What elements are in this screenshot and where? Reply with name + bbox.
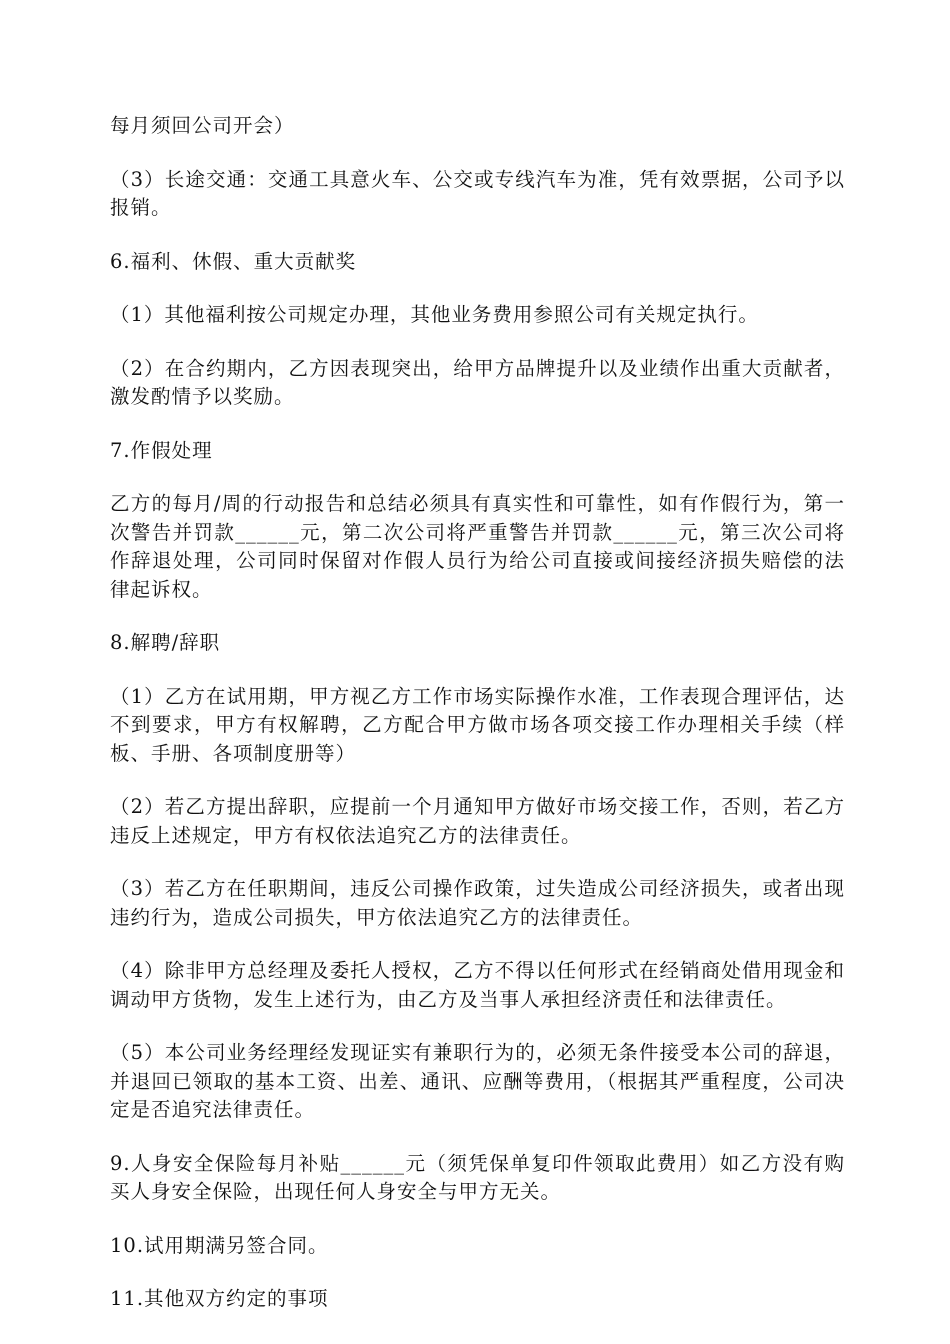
paragraph-dismissal-2: （2）若乙方提出辞职，应提前一个月通知甲方做好市场交接工作，否则，若乙方违反上述规定，甲方有权依法追究乙方的法律责任。: [110, 795, 845, 847]
section-probation: 10.试用期满另签合同。: [110, 1233, 329, 1257]
paragraph-dismissal-1: （1）乙方在试用期，甲方视乙方工作市场实际操作水准，工作表现合理评估，达不到要求，甲方有权解聘，乙方配合甲方做市场各项交接工作办理相关手续（样板、手册、各项制度册等）: [110, 684, 845, 765]
section-other-matters: 11.其他双方约定的事项: [110, 1287, 329, 1310]
section-insurance: 9.人身安全保险每月补贴______元（须凭保单复印件领取此费用）如乙方没有购买人身安全保险，出现任何人身安全与甲方无关。: [110, 1151, 845, 1203]
paragraph-falsification: 乙方的每月/周的行动报告和总结必须具有真实性和可靠性，如有作假行为，第一次警告并罚款______元，第二次公司将严重警告并罚款______元，第三次公司将作辞退处理，公司同时保留对作假人员行为给公司直接或间接经济损失赔偿的法律起诉权。: [110, 492, 845, 601]
paragraph-welfare-2: （2）在合约期内，乙方因表现突出，给甲方品牌提升以及业绩作出重大贡献者，激发酌情予以奖励。: [110, 356, 845, 408]
paragraph-dismissal-3: （3）若乙方在任职期间，违反公司操作政策，过失造成公司经济损失，或者出现违约行为，造成公司损失，甲方依法追究乙方的法律责任。: [110, 877, 845, 929]
paragraph-welfare-1: （1）其他福利按公司规定办理，其他业务费用参照公司有关规定执行。: [110, 303, 759, 326]
section-heading-welfare: 6.福利、休假、重大贡献奖: [110, 249, 357, 273]
paragraph-dismissal-4: （4）除非甲方总经理及委托人授权，乙方不得以任何形式在经销商处借用现金和调动甲方货物，发生上述行为，由乙方及当事人承担经济责任和法律责任。: [110, 959, 845, 1011]
paragraph-long-distance-transport: （3）长途交通：交通工具意火车、公交或专线汽车为准，凭有效票据，公司予以报销。: [110, 167, 845, 219]
document-body: [110, 112, 845, 1339]
paragraph-meeting-note: 每月须回公司开会）: [110, 114, 295, 137]
section-heading-falsification: 7.作假处理: [110, 438, 213, 462]
section-heading-dismissal: 8.解聘/辞职: [110, 631, 221, 654]
paragraph-dismissal-5: （5）本公司业务经理经发现证实有兼职行为的，必须无条件接受本公司的辞退，并退回已领取的基本工资、出差、通讯、应酬等费用，（根据其严重程度，公司决定是否追究法律责任。: [110, 1041, 845, 1121]
